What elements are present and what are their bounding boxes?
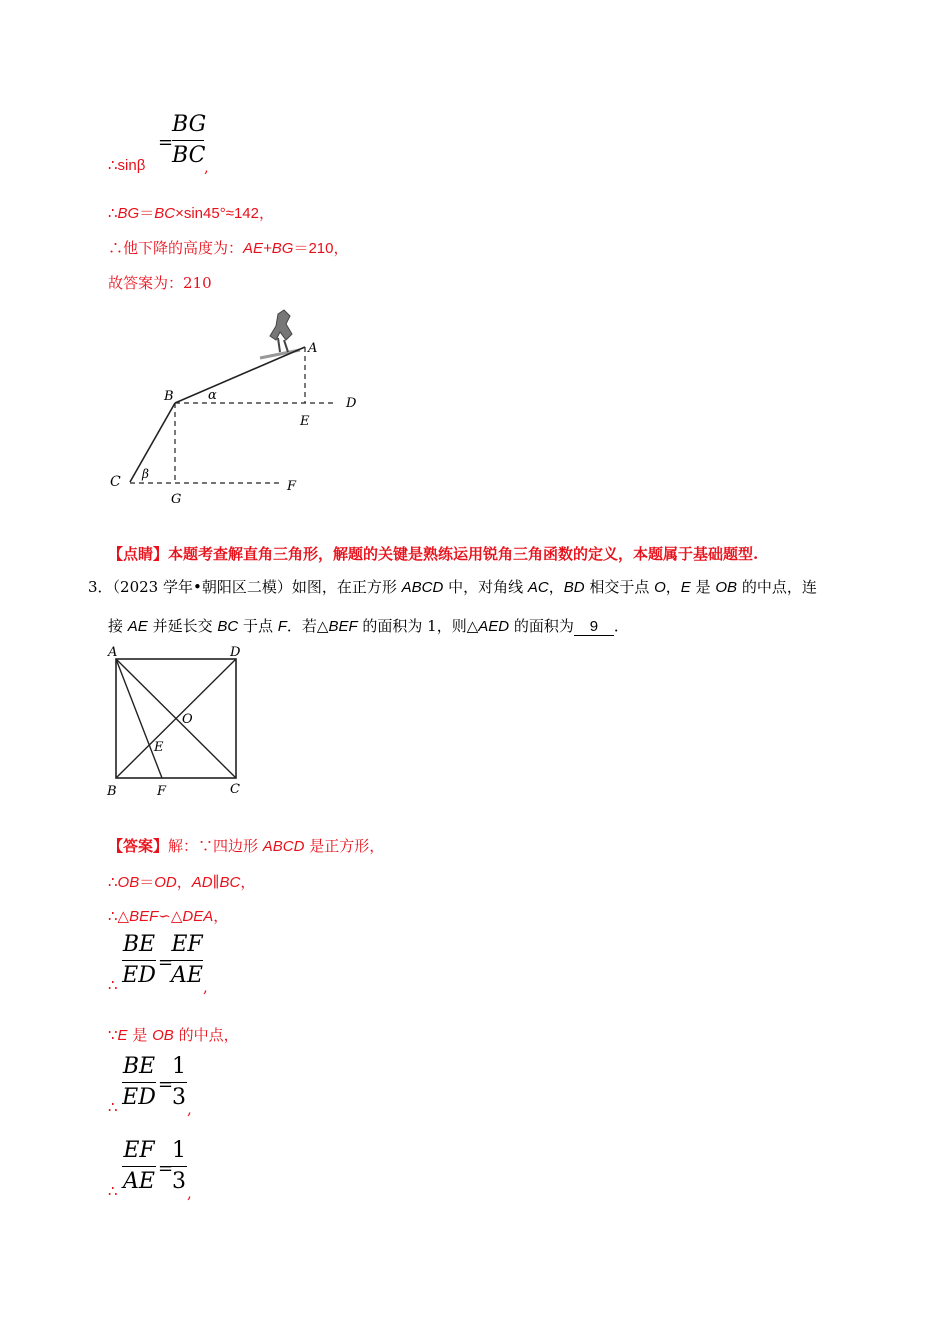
ratio-equation-1: ∴ BE ED = EF AE , bbox=[108, 932, 208, 996]
answer-line-1: 【答案】解：∵四边形 ABCD 是正方形， bbox=[108, 837, 385, 855]
question-3-line-2: 接 AE 并延长交 BC 于点 F．若△BEF 的面积为 1，则△AED 的面积为 9 ． bbox=[108, 617, 629, 635]
fraction-bg-bc bbox=[172, 112, 207, 169]
label-a: A bbox=[308, 341, 318, 356]
question-number: 3． bbox=[88, 578, 113, 596]
skier-icon bbox=[260, 310, 300, 358]
label-b: B bbox=[164, 389, 174, 404]
dianjing-text: 本题考查解直角三角形，解题的关键是熟练运用锐角三角函数的定义，本题属于基础题型. bbox=[168, 545, 759, 563]
dianjing-note bbox=[108, 543, 758, 564]
ratio-equation-2: ∴ BE ED = 1 3 , bbox=[108, 1054, 192, 1118]
label-d: D bbox=[230, 645, 241, 660]
fraction-numerator: BG bbox=[172, 112, 207, 137]
label-e: E bbox=[300, 414, 310, 429]
sin-therefore: ∴sinβ bbox=[108, 157, 146, 174]
label-f: F bbox=[157, 784, 167, 799]
bg-calc-line: ∴BG＝BC×sin45°≈142， bbox=[108, 204, 274, 222]
comma: , bbox=[187, 1100, 192, 1118]
fraction-denominator: BC bbox=[172, 143, 206, 168]
slope-figure bbox=[100, 300, 370, 510]
label-b: B bbox=[107, 784, 117, 799]
label-d: D bbox=[346, 396, 357, 411]
therefore-symbol: ∴ bbox=[108, 1098, 118, 1116]
label-c: C bbox=[230, 782, 240, 797]
square-figure bbox=[100, 640, 260, 800]
answer-line: 故答案为：210 bbox=[108, 274, 212, 292]
answer-tag: 【答案】 bbox=[108, 837, 169, 855]
label-alpha: α bbox=[208, 388, 217, 403]
segment-bc bbox=[130, 403, 175, 482]
answer-line-2: ∴OB＝OD，AD∥BC， bbox=[108, 873, 256, 891]
label-f: F bbox=[287, 479, 297, 494]
label-e: E bbox=[154, 740, 164, 755]
answer-line-4: ∵E 是 OB 的中点， bbox=[108, 1026, 239, 1044]
label-g: G bbox=[171, 492, 182, 507]
answer-blank: 9 bbox=[574, 618, 614, 636]
label-c: C bbox=[110, 474, 121, 490]
therefore-symbol: ∴ bbox=[108, 1182, 118, 1200]
sin-beta-equation bbox=[108, 112, 328, 184]
comma: , bbox=[187, 1184, 192, 1202]
comma: , bbox=[203, 978, 208, 996]
segment-af bbox=[116, 659, 162, 778]
height-line: ∴他下降的高度为：AE+BG＝210， bbox=[108, 239, 349, 257]
dianjing-tag: 【点睛】 bbox=[108, 545, 169, 563]
question-3-line-1: 3．（2023 学年•朝阳区二模）如图，在正方形 ABCD 中，对角线 AC，BD 相交于点 O，E 是 OB 的中点，连 bbox=[88, 578, 817, 596]
therefore-symbol: ∴ bbox=[108, 976, 118, 994]
equals-sign: = bbox=[158, 132, 174, 153]
label-a: A bbox=[108, 645, 118, 660]
label-o: O bbox=[182, 712, 193, 727]
answer-line-3: ∴△BEF∽△DEA， bbox=[108, 907, 229, 925]
question-source: （2023 学年•朝阳区二模） bbox=[112, 578, 292, 596]
label-beta: β bbox=[142, 467, 149, 481]
comma: , bbox=[204, 158, 209, 176]
ratio-equation-3: ∴ EF AE = 1 3 , bbox=[108, 1138, 192, 1202]
segment-ab bbox=[175, 347, 305, 403]
